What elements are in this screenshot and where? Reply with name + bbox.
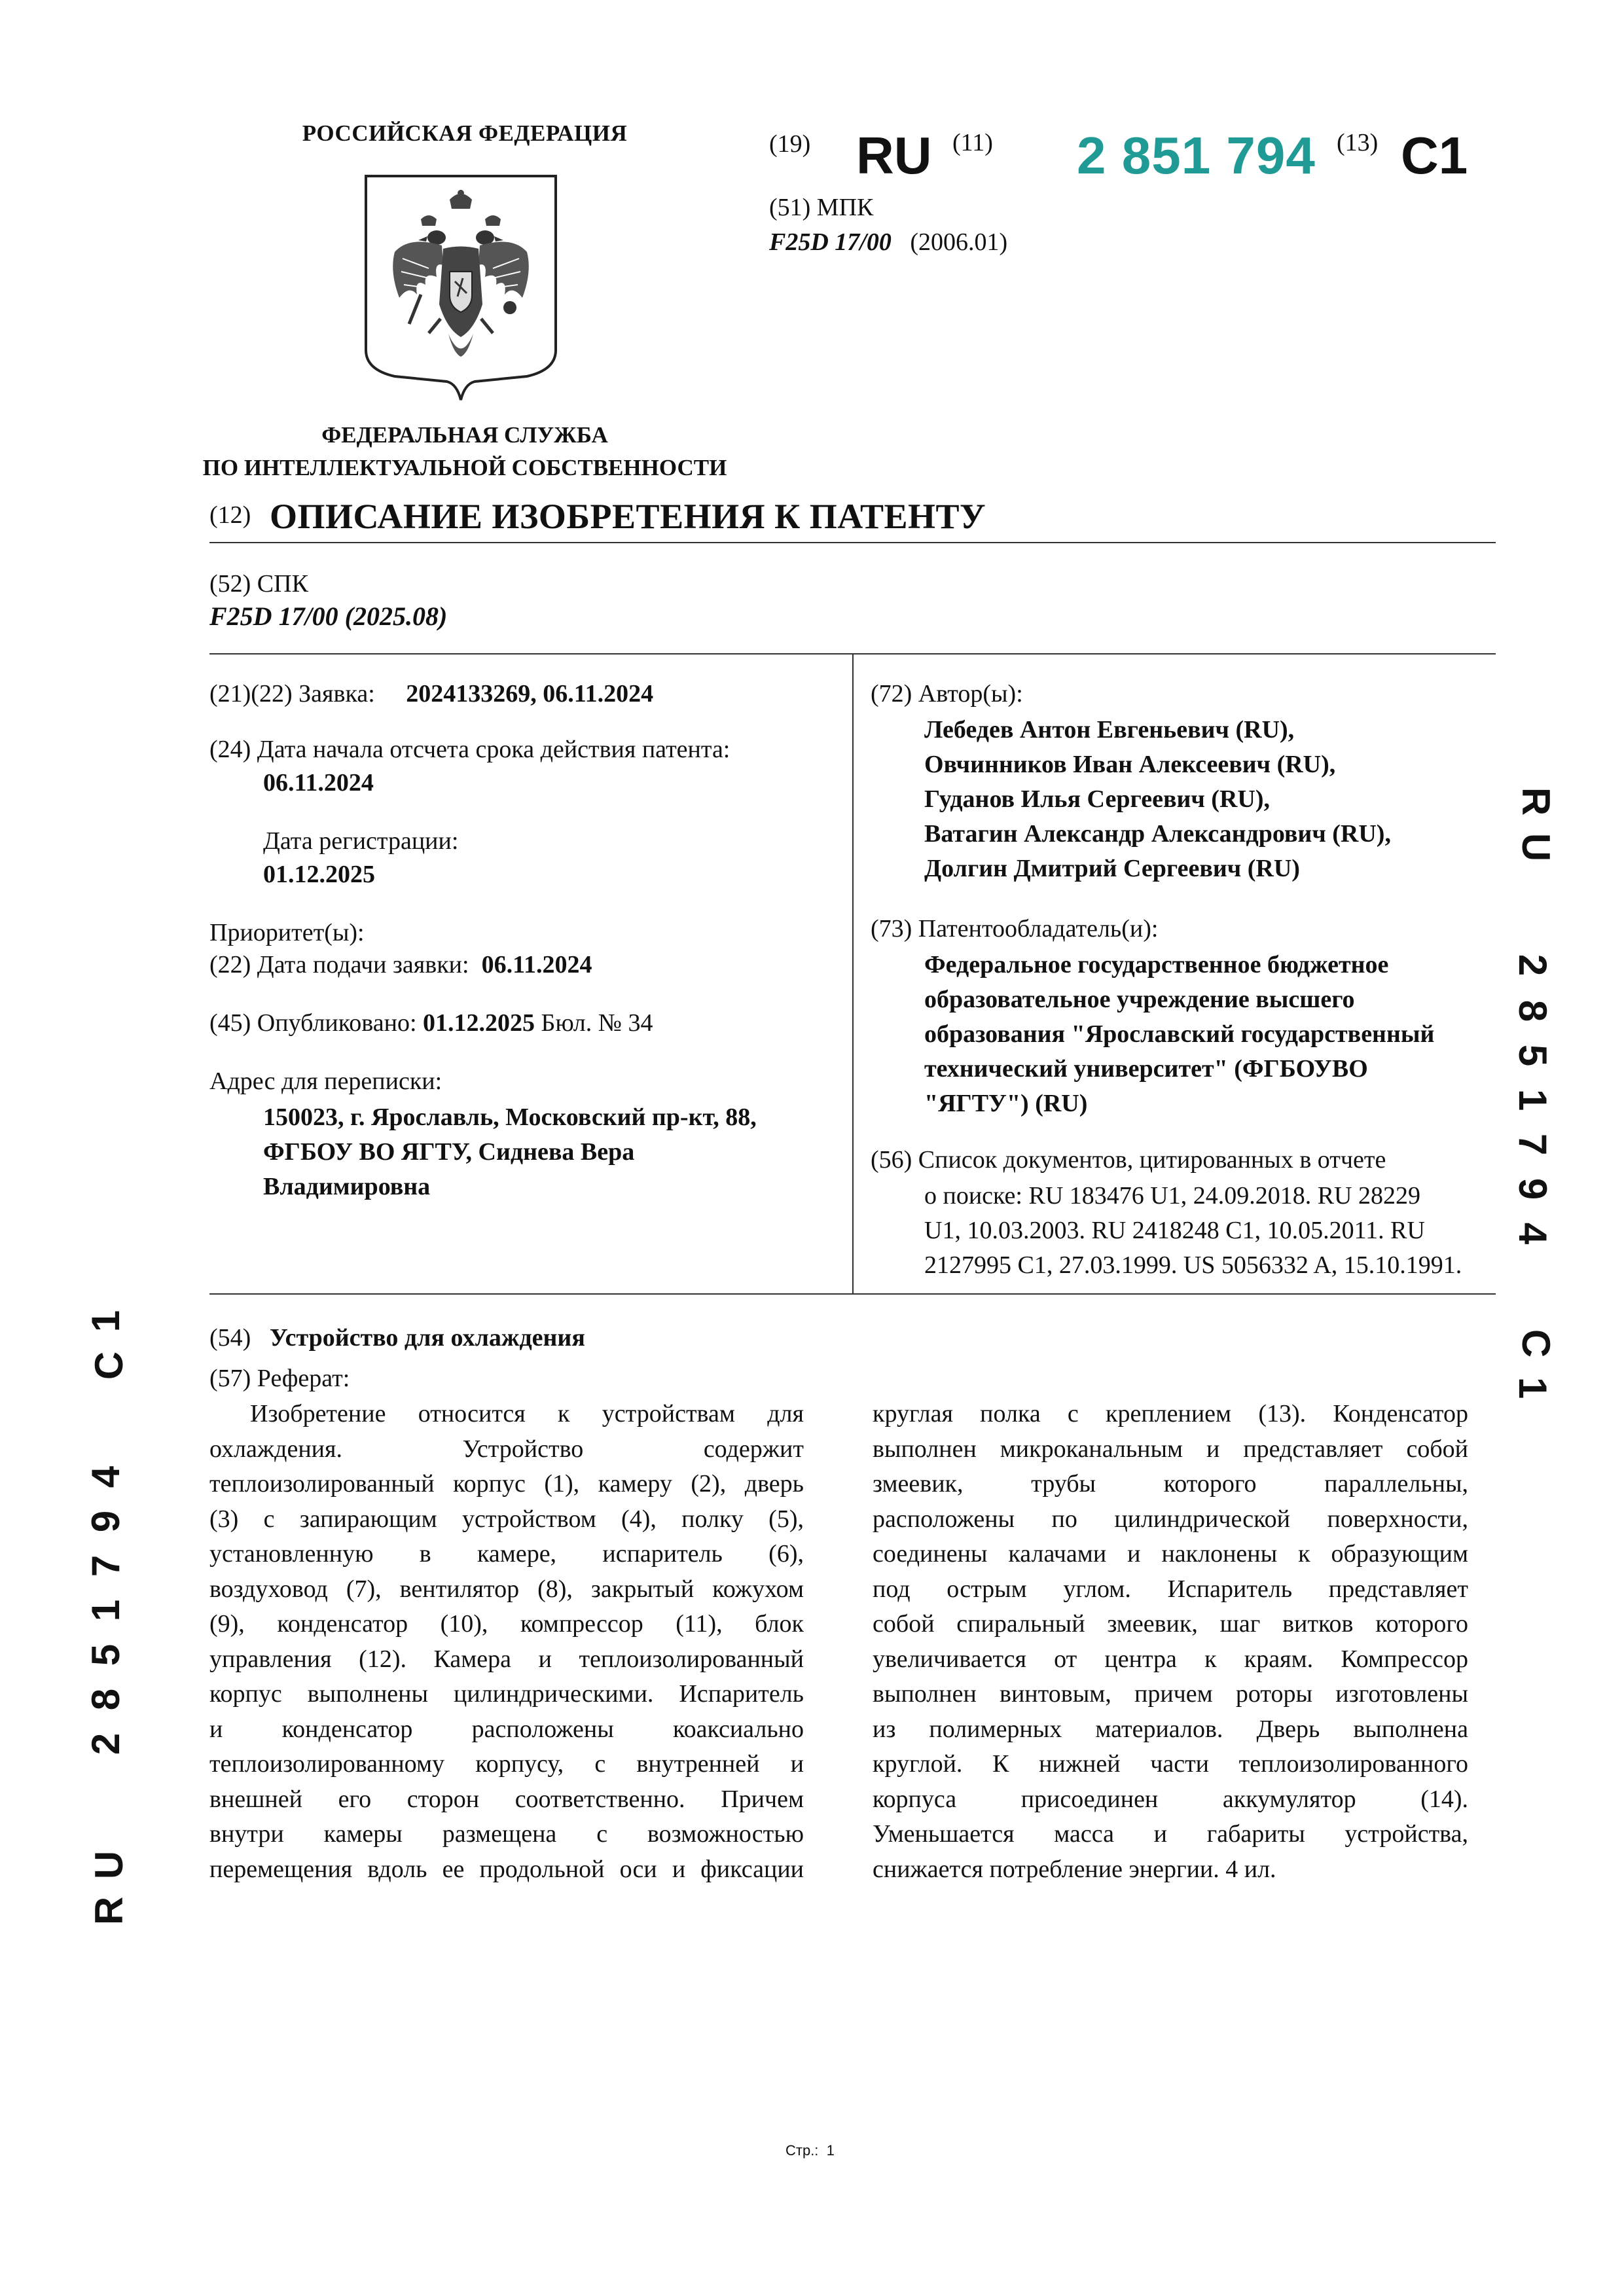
abstract-line: собой спиральный змеевик, шаг витков которого bbox=[873, 1610, 1468, 1638]
side-char-right-1: 1 bbox=[1511, 1088, 1555, 1111]
filing-label: (22) Дата подачи заявки: bbox=[209, 951, 469, 978]
side-char-right-9: 9 bbox=[1511, 1177, 1555, 1200]
abstract-line: и конденсатор расположены коаксиально bbox=[209, 1715, 804, 1743]
term-start-label: (24) Дата начала отсчета срока действия патента: bbox=[209, 736, 731, 763]
side-char-right-5: 5 bbox=[1511, 1044, 1555, 1067]
abstract-line: выполнен микроканальным и представляет собой bbox=[873, 1435, 1468, 1463]
side-char-left-u: U bbox=[87, 1850, 132, 1880]
code-19: (19) bbox=[769, 130, 811, 158]
abstract-left-column bbox=[209, 1397, 804, 1887]
author-item: Гуданов Илья Сергеевич (RU), bbox=[924, 785, 1270, 813]
term-start-value: 06.11.2024 bbox=[263, 769, 374, 797]
abstract-line: змеевик, трубы которого параллельны, bbox=[873, 1470, 1468, 1498]
abstract-line: круглой. К нижней части теплоизолированного bbox=[873, 1750, 1468, 1778]
cited-line: о поиске: RU 183476 U1, 24.09.2018. RU 28229 bbox=[924, 1182, 1420, 1210]
document-title: ОПИСАНИЕ ИЗОБРЕТЕНИЯ К ПАТЕНТУ bbox=[270, 497, 986, 536]
page-label: Стр.: bbox=[785, 2142, 819, 2159]
author-item: Долгин Дмитрий Сергеевич (RU) bbox=[924, 855, 1300, 882]
side-char-left-4: 4 bbox=[84, 1465, 128, 1488]
abstract-right-column bbox=[873, 1397, 1468, 1887]
address-line: Владимировна bbox=[263, 1173, 431, 1200]
abstract-line: внешней его сторон соответственно. Причем bbox=[209, 1785, 804, 1813]
code-11: (11) bbox=[952, 129, 993, 156]
abstract-line: снижается потребление энергии. 4 ил. bbox=[873, 1855, 1276, 1883]
page-footer bbox=[785, 2142, 835, 2159]
cited-block bbox=[924, 1179, 1462, 1283]
side-char-left-r: R bbox=[87, 1896, 132, 1926]
side-code-left bbox=[0, 0, 1, 1]
code-13: (13) bbox=[1337, 129, 1379, 156]
mpk-version: (2006.01) bbox=[910, 228, 1008, 256]
abstract-line: корпуса присоединен аккумулятор (14). bbox=[873, 1785, 1468, 1813]
published-label: (45) Опубликовано: bbox=[209, 1009, 417, 1037]
abstract-label: (57) Реферат: bbox=[209, 1365, 350, 1392]
page-number: 1 bbox=[826, 2142, 835, 2159]
registration-label: Дата регистрации: bbox=[263, 827, 459, 855]
country-name: РОССИЙСКАЯ ФЕДЕРАЦИЯ bbox=[302, 120, 628, 146]
side-char-left-8: 8 bbox=[84, 1688, 128, 1711]
authors-label: (72) Автор(ы): bbox=[871, 680, 1023, 708]
side-char-left-9: 9 bbox=[84, 1510, 128, 1533]
abstract-line: под острым углом. Испаритель представляет bbox=[873, 1575, 1468, 1603]
abstract-line: (3) с запирающим устройством (4), полку (5), bbox=[209, 1505, 804, 1533]
side-char-left-2: 2 bbox=[84, 1732, 128, 1755]
author-item: Овчинников Иван Алексеевич (RU), bbox=[924, 751, 1336, 778]
abstract-line: теплоизолированный корпус (1), камеру (2), дверь bbox=[209, 1470, 804, 1498]
side-char-right-2: 2 bbox=[1511, 954, 1555, 977]
spk-value: F25D 17/00 (2025.08) bbox=[209, 601, 448, 631]
holder-line: Федеральное государственное бюджетное bbox=[924, 951, 1389, 978]
holder-label: (73) Патентообладатель(и): bbox=[871, 915, 1159, 942]
side-char-right-8: 8 bbox=[1511, 999, 1555, 1022]
side-char-left-c: C bbox=[87, 1351, 132, 1380]
side-char-right-r: R bbox=[1514, 787, 1559, 816]
address-line: 150023, г. Ярославль, Московский пр-кт, 88, bbox=[263, 1103, 757, 1131]
spk-label: (52) СПК bbox=[209, 570, 308, 598]
side-char-left-7: 7 bbox=[84, 1554, 128, 1577]
abstract-line: воздуховод (7), вентилятор (8), закрытый кожухом bbox=[209, 1575, 804, 1603]
holder-block bbox=[924, 948, 1434, 1121]
author-item: Лебедев Антон Евгеньевич (RU), bbox=[924, 716, 1295, 744]
side-char-right-4: 4 bbox=[1511, 1222, 1555, 1245]
invention-title: Устройство для охлаждения bbox=[269, 1324, 585, 1352]
holder-line: "ЯГТУ") (RU) bbox=[924, 1090, 1088, 1117]
abstract-line: внутри камеры размещена с возможностью bbox=[209, 1820, 804, 1848]
filing-row bbox=[209, 950, 592, 979]
cited-line: 2127995 C1, 27.03.1999. US 5056332 A, 15.10.1991. bbox=[924, 1251, 1462, 1279]
holder-line: образовательное учреждение высшего bbox=[924, 986, 1355, 1013]
abstract-line: увеличивается от центра к краям. Компрессор bbox=[873, 1645, 1468, 1673]
side-char-right-u: U bbox=[1514, 833, 1559, 862]
abstract-line: установленную в камере, испаритель (6), bbox=[209, 1540, 804, 1568]
application-value: 2024133269, 06.11.2024 bbox=[406, 680, 654, 708]
cited-line: U1, 10.03.2003. RU 2418248 C1, 10.05.2011. RU bbox=[924, 1217, 1425, 1244]
published-value: 01.12.2025 bbox=[423, 1009, 535, 1037]
abstract-line: управления (12). Камера и теплоизолированный bbox=[209, 1645, 804, 1673]
side-char-right-7: 7 bbox=[1511, 1133, 1555, 1156]
invention-title-code: (54) bbox=[209, 1324, 251, 1352]
address-block bbox=[263, 1100, 757, 1204]
author-item: Ватагин Александр Александрович (RU), bbox=[924, 820, 1391, 848]
mpk-class: F25D 17/00 bbox=[769, 228, 892, 256]
application-row bbox=[209, 679, 653, 708]
abstract-line: корпус выполнены цилиндрическими. Испаритель bbox=[209, 1680, 804, 1708]
address-label: Адрес для переписки: bbox=[209, 1067, 442, 1095]
agency-line-1: ФЕДЕРАЛЬНАЯ СЛУЖБА bbox=[321, 422, 608, 448]
holder-line: технический университет" (ФГБОУВО bbox=[924, 1055, 1368, 1083]
biblio-bottom-rule bbox=[209, 1293, 1496, 1295]
side-char-left-1: 1 bbox=[84, 1599, 128, 1622]
authors-list bbox=[924, 713, 1391, 886]
kind-code: C1 bbox=[1401, 126, 1468, 185]
abstract-line: (9), конденсатор (10), компрессор (11), блок bbox=[209, 1610, 804, 1638]
column-divider bbox=[852, 653, 854, 1293]
filing-value: 06.11.2024 bbox=[481, 951, 592, 978]
title-code: (12) bbox=[209, 501, 251, 529]
registration-value: 01.12.2025 bbox=[263, 861, 375, 888]
side-char-left-5: 5 bbox=[84, 1643, 128, 1666]
abstract-line: Изобретение относится к устройствам для bbox=[250, 1400, 804, 1427]
agency-name bbox=[177, 419, 753, 484]
abstract-line: перемещения вдоль ее продольной оси и фиксации bbox=[209, 1855, 804, 1883]
abstract-line: теплоизолированному корпусу, с внутренней и bbox=[209, 1750, 804, 1778]
mpk-label: (51) МПК bbox=[769, 194, 874, 221]
cited-label: (56) Список документов, цитированных в отчете bbox=[871, 1146, 1386, 1174]
title-rule bbox=[209, 542, 1496, 543]
country-code: RU bbox=[856, 126, 932, 185]
application-label: (21)(22) Заявка: bbox=[209, 680, 375, 708]
published-row bbox=[209, 1009, 653, 1037]
abstract-line: охлаждения. Устройство содержит bbox=[209, 1435, 804, 1463]
mpk-classification bbox=[769, 228, 1007, 257]
side-char-right-1b: 1 bbox=[1511, 1376, 1555, 1399]
priority-label: Приоритет(ы): bbox=[209, 919, 365, 946]
abstract-line: из полимерных материалов. Дверь выполнена bbox=[873, 1715, 1468, 1743]
coat-of-arms-icon bbox=[363, 173, 558, 403]
abstract-line: выполнен винтовым, причем роторы изготовлены bbox=[873, 1680, 1468, 1708]
patent-number: 2 851 794 bbox=[1077, 126, 1316, 185]
side-char-left-1b: 1 bbox=[84, 1310, 128, 1333]
abstract-line: Уменьшается масса и габариты устройства, bbox=[873, 1820, 1468, 1848]
address-line: ФГБОУ ВО ЯГТУ, Сиднева Вера bbox=[263, 1138, 635, 1166]
side-char-right-c: C bbox=[1514, 1329, 1559, 1358]
abstract-line: соединены калачами и наклонены к образующим bbox=[873, 1540, 1468, 1568]
agency-line-2: ПО ИНТЕЛЛЕКТУАЛЬНОЙ СОБСТВЕННОСТИ bbox=[202, 455, 727, 480]
invention-title-row bbox=[209, 1323, 585, 1352]
bulletin-number: Бюл. № 34 bbox=[541, 1009, 653, 1037]
abstract-line: круглая полка с креплением (13). Конденсатор bbox=[873, 1400, 1468, 1427]
abstract-line: расположены по цилиндрической поверхности, bbox=[873, 1505, 1468, 1533]
holder-line: образования "Ярославский государственный bbox=[924, 1020, 1435, 1048]
